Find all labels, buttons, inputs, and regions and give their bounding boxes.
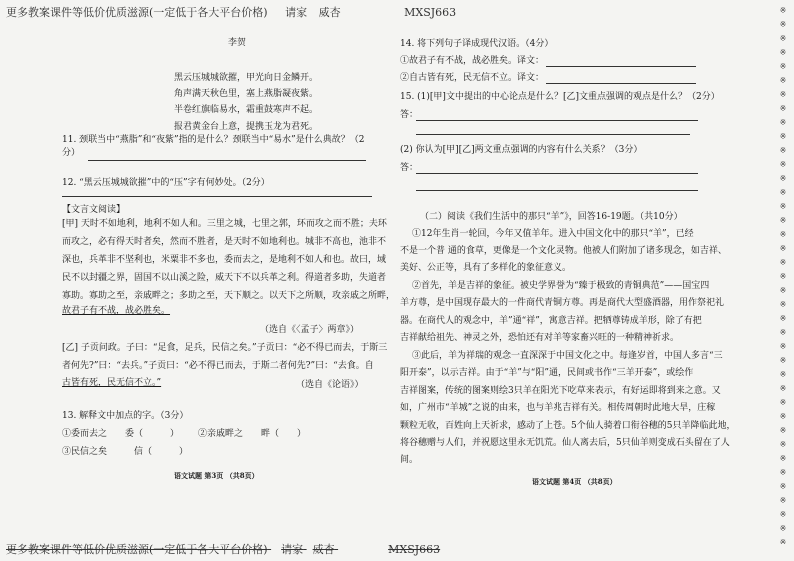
article-line-12: 颗粒无收，百姓向上天祈求，感动了上苍。5个仙人骑着口衔谷穗的5只羊降临此地， [400,421,736,431]
question-13: 13. 解释文中加点的字。（3分） [62,411,189,421]
answer-line-12[interactable] [62,196,372,197]
banner-code: MXSJ663 [404,6,457,19]
left-page-footer: 语文试题 第3页 （共8页） [174,471,259,480]
article-line-4: ②首先，羊是吉祥的象征。被史学界誉为“臻于极致的青铜典范”——国宝四 [412,281,710,291]
answer-line-15-1a[interactable] [416,120,698,121]
poem-line-2: 角声满天秋色里，塞上燕脂凝夜紫。 [174,89,319,99]
bottom-banner [6,541,440,557]
yi-source: （选自《论语》） [296,380,364,390]
right-page-footer: 语文试题 第4页 （共8页） [532,477,617,486]
article-line-6: 器。在商代人的观念中，羊”通“祥”，寓意吉祥。把牺尊铸成羊形，除了有把 [400,316,702,326]
bottom-banner-code: MXSJ663 [388,543,441,556]
question-13-item-3: ③民信之矣 信（ ） [62,447,189,457]
answer-line-15-2b[interactable] [416,190,698,191]
answer-label-15-2: 答： [400,163,419,173]
article-line-9: 阳开泰”，以示吉祥。由于“羊”与“阳”通，民间或书作“三羊开泰”，或绘作 [400,368,694,378]
question-13-item-2: ②亲戚畔之 畔（ ） [198,429,307,439]
yi-line-1: [乙] 子贡问政。子曰：“足食，足兵，民信之矣。”子贡曰：“必不得已而去，于斯三 [62,343,388,353]
yi-line-2: 者何先?”曰：“去兵。”子贡曰：“必不得已而去，于斯二者何先?”曰：“去食。自 [62,361,374,371]
question-11: 11. 颈联当中“燕脂”和“夜紫”指的是什么？颈联当中“易水”是什么典故？（2 [62,135,365,145]
jia-line-4: 民不以封疆之界，固国不以山溪之险，威天下不以兵革之利。得道者多助，失道者 [62,273,387,283]
article-line-10: 吉祥图案，传统的图案则绘3只羊在阳光下吃草来表示，有好运即将到来之意。又 [400,386,721,396]
jia-line-3: 深也，兵革非不坚利也，米粟非不多也，委而去之，是地利不如人和也。故曰，域 [62,255,387,265]
question-12: 12. “黑云压城城欲摧”中的“压”字有何妙处。（2分） [62,178,270,188]
question-14-item-2: ②自古皆有死，民无信不立。译文： [400,73,545,83]
banner-contact: 请家 [285,6,308,19]
bottom-banner-name: 威杏 [312,543,335,556]
poem-author: 李贺 [228,38,247,48]
article-line-7: 吉祥献给祖先、神灵之外，恐怕还有对羊等家畜兴旺的一种精神祈求。 [400,333,680,343]
article-line-1: ①12年生肖一轮回，今年又值羊年。进入中国文化中的那只“羊”，已经 [412,229,694,239]
question-15-1: 15. (1)[甲]文中提出的中心论点是什么？[乙]文重点强调的观点是什么？（2分） [400,92,720,102]
translation-line-1[interactable] [546,66,696,67]
jia-line-5: 寡助。寡助之至，亲戚畔之；多助之至，天下顺之。以天下之所顺，攻亲戚之所畔， [62,291,396,301]
article-line-11: 如，广州市“羊城”之说的由来，也与羊兆吉祥有关。相传周朝时此地大旱，庄稼 [400,403,716,413]
question-15-2: (2) 你认为[甲][乙]两文重点强调的内容有什么关系？（3分） [400,145,643,155]
answer-label-15-1: 答： [400,110,419,120]
translation-line-2[interactable] [546,83,696,84]
answer-line-15-2a[interactable] [416,173,698,174]
question-13-item-1: ①委而去之 委（ ） [62,429,180,439]
banner-name: 威杏 [318,6,341,19]
article-line-13: 将谷穗赠与人们，并祝愿这里永无饥荒。仙人离去后，5只仙羊则变成石头留在了人 [400,438,730,448]
bottom-banner-contact: 请家 [281,543,304,556]
jia-line-6: 故君子有不战，战必胜矣。 [62,306,171,316]
yi-line-3: 古皆有死，民无信不立。” [62,378,162,388]
bottom-banner-text: 更多教案课件等低价优质滋源(一定低于各大平台价格) [6,543,268,556]
top-banner [6,4,456,20]
poem-line-4: 报君黄金台上意，提携玉龙为君死。 [174,122,319,132]
answer-line-11[interactable] [88,160,366,161]
article-line-3: 美好、公正等，具有了多样化的象征意义。 [400,263,572,273]
answer-line-15-1b[interactable] [416,134,690,135]
article-line-14: 间。 [400,455,419,465]
banner-text: 更多教案课件等低价优质滋源(一定低于各大平台价格) [6,6,268,19]
jia-source: （选自《〈孟子〉两章》） [260,325,360,335]
poem-line-3: 半卷红旗临易水，霜重鼓寒声不起。 [174,105,319,115]
article-line-8: ③此后，羊为祥瑞的观念一直深深于中国文化之中。每逢岁首，中国人多言“三 [412,351,723,361]
jia-line-1: [甲] 天时不如地利，地利不如人和。三里之城，七里之郭，环而攻之而不胜；夫环 [62,219,387,229]
side-mark-strip: ※※※※※※※※※※※※※※※※※※※※※※※※※※※※※※※※※※※※※※※ [779,6,787,544]
poem-line-1: 黑云压城城欲摧，甲光向日金鳞开。 [174,73,319,83]
article-line-5: 羊方尊，是中国现存最大的一件商代青铜方尊。再是商代大型盛酒器，用作祭祀礼 [400,298,725,308]
section-2-title: （二）阅读《我们生活中的那只“羊”》，回答16-19题。（共10分） [420,212,683,222]
question-11-cont: 分） [62,148,81,158]
article-line-2: 不是一个普 通的食草，更像是一个文化灵物。他被人们附加了诸多现念，如吉祥、 [400,246,727,256]
question-14: 14. 将下列句子译成现代汉语。（4分） [400,39,554,49]
question-14-item-1: ①故君子有不战，战必胜矣。译文： [400,56,545,66]
jia-line-2: 而攻之，必有得天时者矣，然而不胜者，是天时不如地利也。城非不高也，池非不 [62,237,387,247]
wyw-title: 【文言文阅读】 [62,205,126,215]
